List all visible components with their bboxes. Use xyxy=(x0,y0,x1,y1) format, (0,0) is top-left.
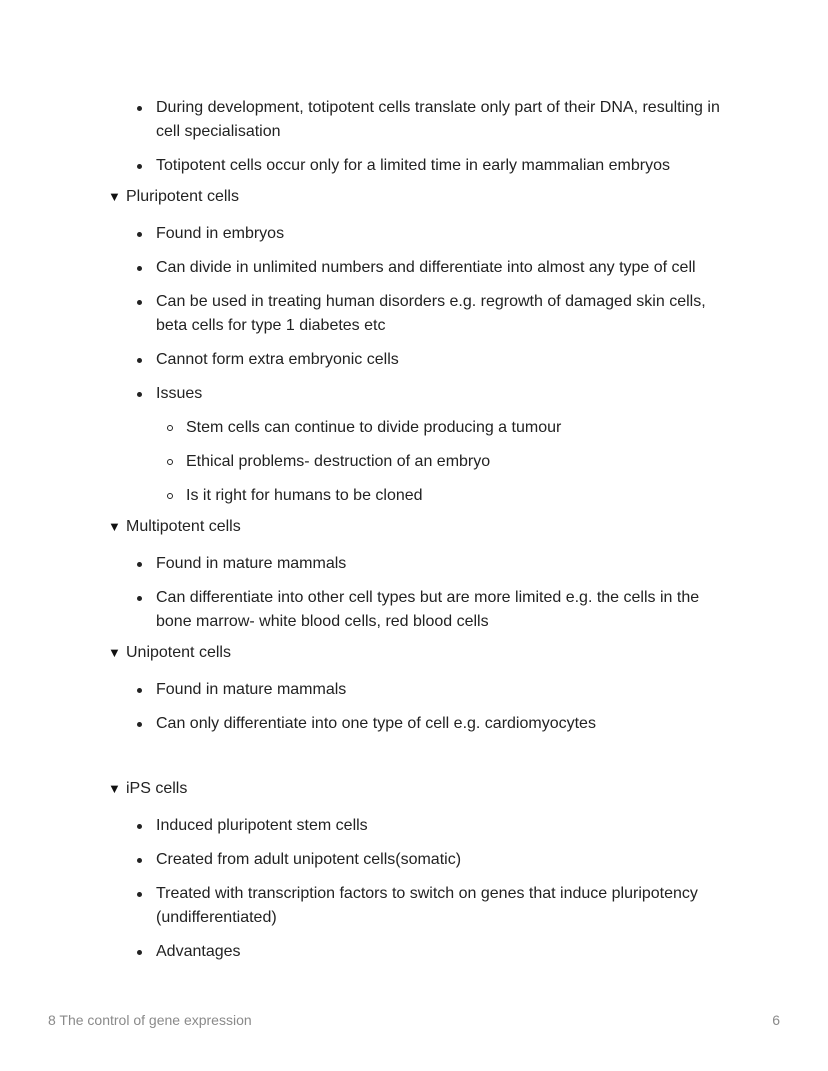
list-item: Can be used in treating human disorders e.g. regrowth of damaged skin cells, beta cells for type 1 diabetes etc xyxy=(156,290,736,338)
section-title: iPS cells xyxy=(126,780,188,797)
bullet-icon xyxy=(137,232,142,237)
list-item: Totipotent cells occur only for a limited time in early mammalian embryos xyxy=(156,154,736,178)
footer-title: 8 The control of gene expression xyxy=(48,1012,252,1028)
bullet-icon xyxy=(137,824,142,829)
circle-bullet-icon xyxy=(167,459,173,465)
section-toggle-pluripotent[interactable] xyxy=(108,188,828,206)
list-item: Created from adult unipotent cells(somatic) xyxy=(156,848,736,872)
bullet-icon xyxy=(137,164,142,169)
sub-list-item: Ethical problems- destruction of an embryo xyxy=(186,450,746,474)
list-item: Issues xyxy=(156,382,736,406)
section-toggle-multipotent[interactable] xyxy=(108,518,828,536)
list-item: Advantages xyxy=(156,940,736,964)
sub-list-item: Is it right for humans to be cloned xyxy=(186,484,746,508)
spacer xyxy=(0,746,828,780)
list-item: Can divide in unlimited numbers and differentiate into almost any type of cell xyxy=(156,256,736,280)
bullet-icon xyxy=(137,950,142,955)
list-item: Induced pluripotent stem cells xyxy=(156,814,736,838)
bullet-icon xyxy=(137,722,142,727)
circle-bullet-icon xyxy=(167,425,173,431)
triangle-down-icon[interactable]: ▼ xyxy=(108,645,121,660)
section-title: Multipotent cells xyxy=(126,518,241,535)
bullet-icon xyxy=(137,562,142,567)
triangle-down-icon[interactable]: ▼ xyxy=(108,781,121,796)
list-item: Found in mature mammals xyxy=(156,552,736,576)
section-title: Unipotent cells xyxy=(126,644,231,661)
page-number: 6 xyxy=(772,1012,780,1028)
bullet-icon xyxy=(137,358,142,363)
circle-bullet-icon xyxy=(167,493,173,499)
triangle-down-icon[interactable]: ▼ xyxy=(108,519,121,534)
list-item: Can differentiate into other cell types but are more limited e.g. the cells in the bone marrow- white blood cells, red blood cells xyxy=(156,586,736,634)
list-item: Can only differentiate into one type of cell e.g. cardiomyocytes xyxy=(156,712,736,736)
bullet-icon xyxy=(137,300,142,305)
list-item: During development, totipotent cells translate only part of their DNA, resulting in cell specialisation xyxy=(156,96,736,144)
sub-list-item: Stem cells can continue to divide producing a tumour xyxy=(186,416,746,440)
bullet-icon xyxy=(137,596,142,601)
section-toggle-ips[interactable] xyxy=(108,780,828,798)
bullet-icon xyxy=(137,392,142,397)
bullet-icon xyxy=(137,106,142,111)
bullet-icon xyxy=(137,266,142,271)
document-body xyxy=(0,96,828,974)
list-item: Treated with transcription factors to switch on genes that induce pluripotency (undifferentiated) xyxy=(156,882,736,930)
triangle-down-icon[interactable]: ▼ xyxy=(108,189,121,204)
bullet-icon xyxy=(137,858,142,863)
list-item: Cannot form extra embryonic cells xyxy=(156,348,736,372)
list-item: Found in embryos xyxy=(156,222,736,246)
bullet-icon xyxy=(137,688,142,693)
section-toggle-unipotent[interactable] xyxy=(108,644,828,662)
section-title: Pluripotent cells xyxy=(126,188,239,205)
list-item: Found in mature mammals xyxy=(156,678,736,702)
bullet-icon xyxy=(137,892,142,897)
